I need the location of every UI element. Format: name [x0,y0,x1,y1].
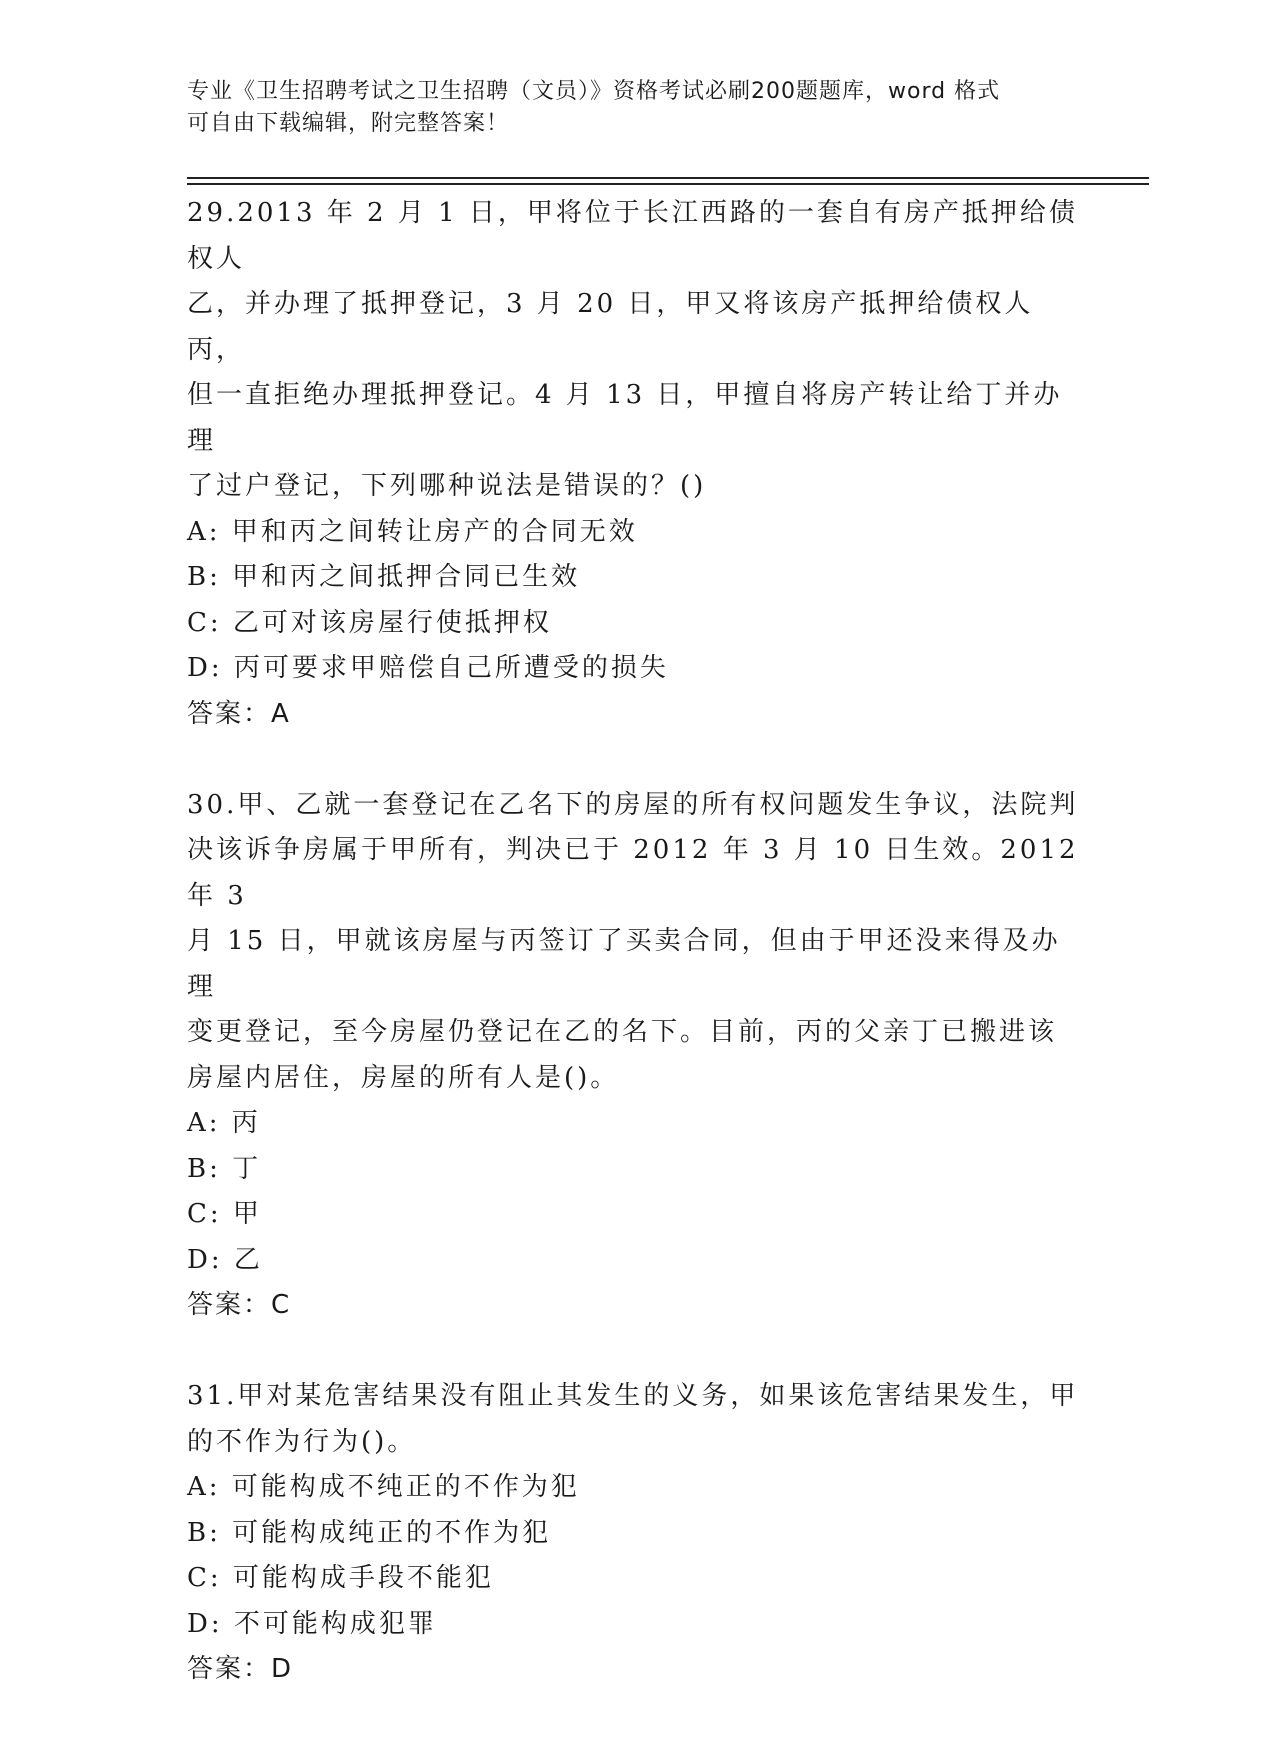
option-d: D: 不可能构成犯罪 [187,1608,437,1639]
option-c: C: 乙可对该房屋行使抵押权 [187,607,552,638]
question-stem [187,783,1087,1102]
answer-label: 答案：D [187,1654,294,1684]
stem-line: 房屋内居住，房屋的所有人是()。 [187,1062,620,1093]
header-divider-top [187,177,1149,179]
option-b: B: 可能构成纯正的不作为犯 [187,1517,552,1548]
header-line-1: 专业《卫生招聘考试之卫生招聘（文员）》资格考试必刷200题题库，word 格式 [187,79,1001,104]
option-c: C: 可能构成手段不能犯 [187,1563,494,1593]
option-b: B: 甲和丙之间抵押合同已生效 [187,562,581,592]
header-divider-bottom [187,183,1149,185]
question-29 [187,191,1087,737]
option-a: A: 甲和丙之间转让房产的合同无效 [187,516,638,547]
option-c: C: 甲 [187,1199,262,1229]
stem-line: 了过户登记，下列哪种说法是错误的？() [187,471,707,501]
stem-line: 月 15 日，甲就该房屋与丙签订了买卖合同，但由于甲还没来得及办理 [187,926,1061,1002]
stem-line: 但一直拒绝办理抵押登记。4 月 13 日，甲擅自将房产转让给丁并办理 [187,380,1063,456]
option-d: D: 乙 [187,1244,263,1275]
question-30 [187,783,1087,1329]
stem-line: 31.甲对某危害结果没有阻止其发生的义务，如果该危害结果发生，甲 [187,1381,1079,1411]
header-line-2: 可自由下载编辑，附完整答案！ [187,111,510,136]
stem-line: 乙，并办理了抵押登记，3 月 20 日，甲又将该房产抵押给债权人丙， [187,289,1034,365]
option-b: B: 丁 [187,1153,262,1184]
option-d: D: 丙可要求甲赔偿自己所遭受的损失 [187,653,669,683]
question-stem [187,1374,1087,1465]
option-a: A: 丙 [187,1108,261,1138]
stem-line: 30.甲、乙就一套登记在乙名下的房屋的所有权问题发生争议，法院判 [187,789,1079,820]
option-a: A: 可能构成不纯正的不作为犯 [187,1472,580,1502]
document-header [187,76,1067,140]
stem-line: 的不作为行为()。 [187,1426,417,1457]
question-31 [187,1374,1087,1693]
question-stem [187,191,1087,510]
stem-line: 变更登记，至今房屋仍登记在乙的名下。目前，丙的父亲丁已搬进该 [187,1017,1058,1047]
answer-label: 答案：A [187,698,291,729]
stem-line: 29.2013 年 2 月 1 日，甲将位于长江西路的一套自有房产抵押给债权人 [187,198,1078,274]
answer-label: 答案：C [187,1290,292,1320]
stem-line: 决该诉争房属于甲所有，判决已于 2012 年 3 月 10 日生效。2012 年 3 [187,835,1079,911]
question-list [187,191,1087,1738]
